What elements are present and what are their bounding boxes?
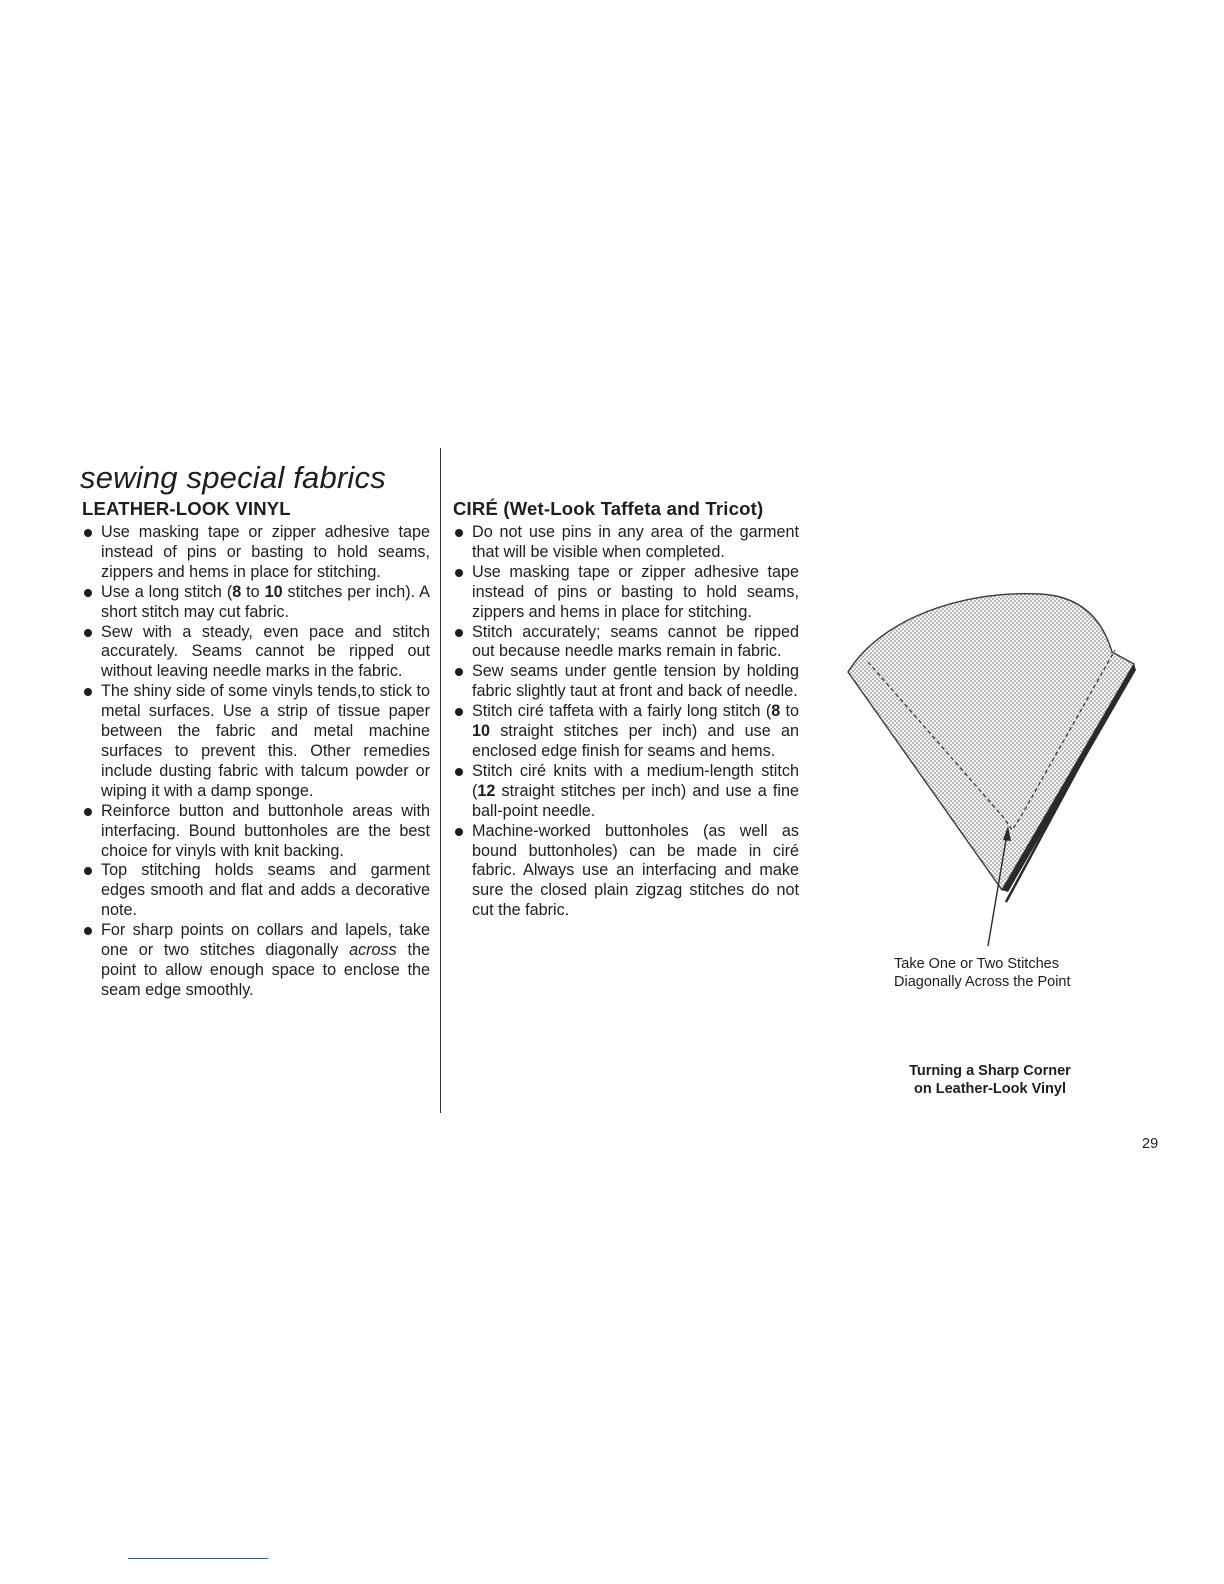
list-item: Reinforce button and buttonhole areas with interfacing. Bound buttonholes are the best choice for vinyls with knit backing. [82, 802, 430, 862]
bullet-icon [455, 828, 463, 836]
bullet-icon [84, 688, 92, 696]
cire-column [453, 498, 799, 921]
page-number: 29 [1142, 1136, 1159, 1152]
list-item: Use a long stitch (8 to 10 stitches per inch). A short stitch may cut fabric. [82, 583, 430, 623]
list-item: Stitch ciré taffeta with a fairly long stitch (8 to 10 straight stitches per inch) and use an enclosed edge finish for seams and hems. [453, 702, 799, 762]
list-item: Do not use pins in any area of the garment that will be visible when completed. [453, 523, 799, 563]
bullet-icon [84, 927, 92, 935]
bullet-icon [455, 629, 463, 637]
list-item: Stitch accurately; seams cannot be ripped out because needle marks remain in fabric. [453, 623, 799, 663]
leather-look-vinyl-column [82, 498, 430, 1001]
list-item: For sharp points on collars and lapels, take one or two stitches diagonally across the point to allow enough space to enclose the seam edge smoothly. [82, 921, 430, 1001]
column-divider [440, 448, 441, 1113]
bullet-icon [455, 668, 463, 676]
list-item: Machine-worked buttonholes (as well as bound buttonholes) can be made in ciré fabric. Always use an interfacing and make sure the closed plain zigzag stitches do not cut the fabric. [453, 822, 799, 922]
leather-look-vinyl-heading: LEATHER-LOOK VINYL [82, 498, 291, 519]
bullet-icon [84, 808, 92, 816]
bullet-icon [455, 768, 463, 776]
bullet-icon [84, 589, 92, 597]
section-title: sewing special fabrics [80, 460, 386, 495]
list-item: Sew with a steady, even pace and stitch accurately. Seams cannot be ripped out without leaving needle marks in the fabric. [82, 623, 430, 683]
bullet-icon [84, 867, 92, 875]
bullet-icon [84, 529, 92, 537]
list-item: Use masking tape or zipper adhesive tape instead of pins or basting to hold seams, zippers and hems in place for stitching. [82, 523, 430, 583]
cire-heading: CIRÉ (Wet-Look Taffeta and Tricot) [453, 498, 764, 519]
list-item: Stitch ciré knits with a medium-length stitch (12 straight stitches per inch) and use a fine ball-point needle. [453, 762, 799, 822]
figure-callout: Take One or Two Stitches Diagonally Across the Point [894, 956, 1071, 990]
sharp-corner-illustration [840, 590, 1140, 950]
figure-caption: Turning a Sharp Corner on Leather-Look Vinyl [909, 1063, 1071, 1097]
cire-tips [453, 523, 799, 921]
bottom-rule [128, 1558, 268, 1559]
bullet-icon [84, 629, 92, 637]
leather-look-vinyl-tips [82, 523, 430, 1001]
bullet-icon [455, 569, 463, 577]
list-item: Use masking tape or zipper adhesive tape instead of pins or basting to hold seams, zippers and hems in place for stitching. [453, 563, 799, 623]
list-item: Sew seams under gentle tension by holding fabric slightly taut at front and back of needle. [453, 662, 799, 702]
bullet-icon [455, 529, 463, 537]
list-item: The shiny side of some vinyls tends,to stick to metal surfaces. Use a strip of tissue paper between the fabric and metal machine surfaces to prevent this. Other remedies include dusting fabric with talcum powder or wiping it with a damp sponge. [82, 682, 430, 801]
list-item: Top stitching holds seams and garment edges smooth and flat and adds a decorative note. [82, 861, 430, 921]
bullet-icon [455, 708, 463, 716]
